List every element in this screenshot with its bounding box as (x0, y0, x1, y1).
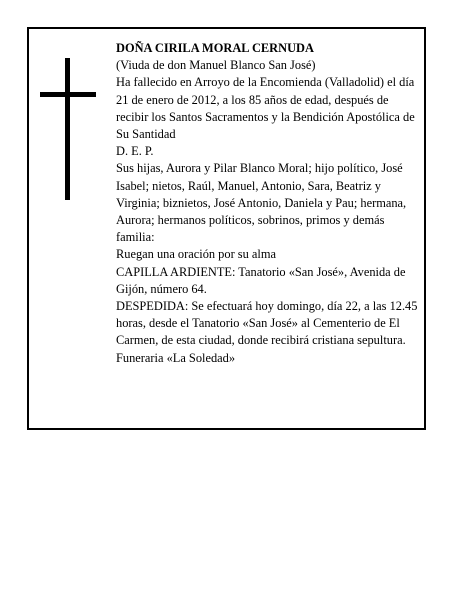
obituary-notice (27, 27, 426, 430)
widow-line: (Viuda de don Manuel Blanco San José) (116, 58, 316, 73)
cross-horizontal-bar (40, 92, 96, 97)
chapel-info: CAPILLA ARDIENTE: Tanatorio «San José», Avenida de Gijón, número 64. (116, 264, 406, 296)
cross-vertical-bar (65, 58, 70, 200)
family-list: Sus hijas, Aurora y Pilar Blanco Moral; hijo político, José Isabel; nietos, Raúl, Manuel, Antonio, Sara, Beatriz y Virginia; biznietos, José Antonio, Daniela y Pau; hermana, Aurora; hermanos políticos, sobrinos, primos y demás familia: (116, 161, 407, 245)
farewell-info: DESPEDIDA: Se efectuará hoy domingo, día 22, a las 12.45 horas, desde el Tanatorio «San José» al Cementerio de El Carmen, de esta ciudad, donde recibirá cristiana sepultura. (116, 299, 418, 348)
funeral-home: Funeraria «La Soledad» (116, 350, 236, 365)
death-statement: Ha fallecido en Arroyo de la Encomienda (Valladolid) el día 21 de enero de 2012, a los 85 años de edad, después de recibir los Santos Sacramentos y la Bendición Apostólica de Su Santidad (116, 75, 415, 142)
cross-icon (40, 58, 96, 200)
notice-text (116, 40, 421, 367)
deceased-name: DOÑA CIRILA MORAL CERNUDA (116, 41, 314, 55)
prayer-request: Ruegan una oración por su alma (116, 247, 276, 262)
dep-line: D. E. P. (116, 144, 154, 159)
